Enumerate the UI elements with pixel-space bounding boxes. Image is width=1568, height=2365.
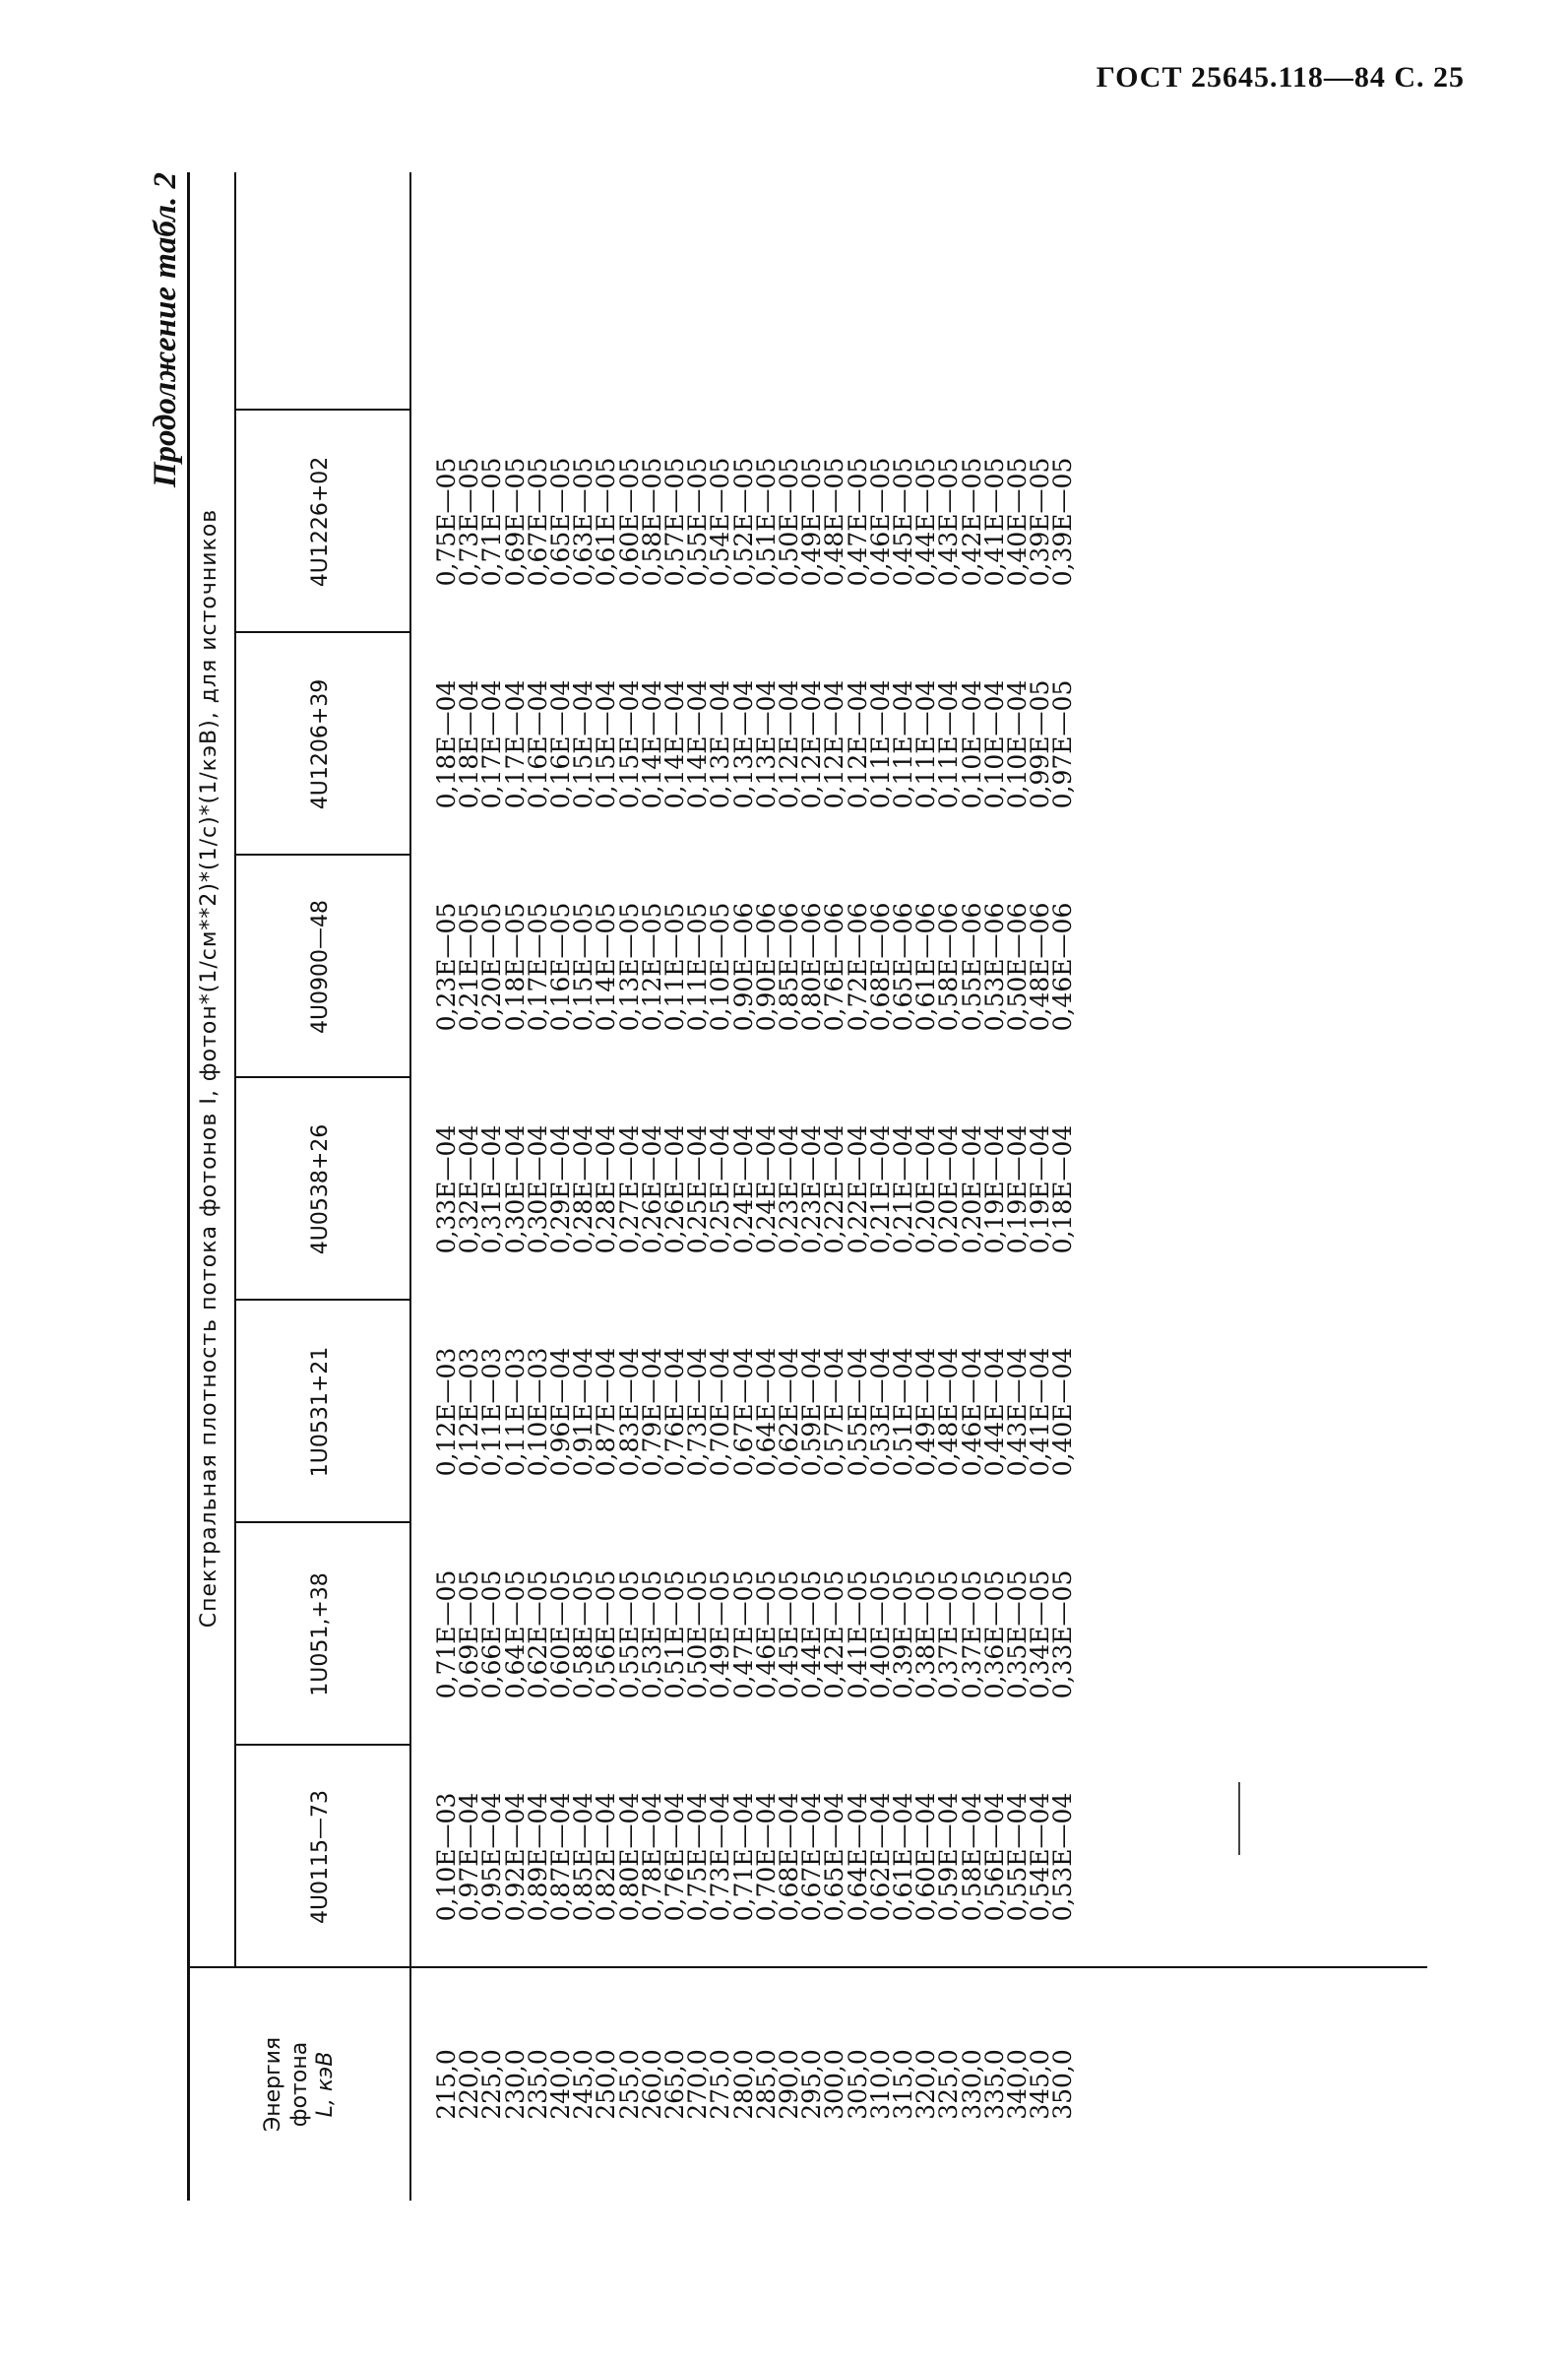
table-cell: 0,61E—04 <box>889 1792 918 1922</box>
table-cell: 0,43E—04 <box>1003 1347 1033 1477</box>
table-cell: 0,10E—04 <box>979 679 1009 809</box>
data-column-1u051 <box>432 1523 1078 1746</box>
table-cell: 0,31E—04 <box>477 1124 507 1254</box>
table-cell: 0,16E—05 <box>546 902 576 1032</box>
table-cell: 305,0 <box>843 2049 872 2120</box>
data-column-4u0900 <box>432 856 1078 1078</box>
table-cell: 0,58E—06 <box>934 902 964 1032</box>
table-cell: 0,54E—05 <box>706 457 735 587</box>
table-cell: 0,37E—05 <box>934 1569 964 1699</box>
table-cell: 250,0 <box>592 2049 621 2120</box>
table-cell: 0,36E—05 <box>979 1569 1009 1699</box>
table-cell: 0,46E—05 <box>751 1569 781 1699</box>
column-header-4u1206: 4U1206+39 <box>308 678 333 810</box>
table-cell: 0,59E—04 <box>934 1792 964 1922</box>
table-cell: 240,0 <box>546 2049 576 2120</box>
table-cell: 0,52E—05 <box>728 457 758 587</box>
data-column-4u0538 <box>432 1078 1078 1301</box>
table-cell: 0,85E—06 <box>775 902 804 1032</box>
table-cell: 335,0 <box>979 2049 1009 2120</box>
table-cell: 0,60E—05 <box>614 457 644 587</box>
table-cell: 0,22E—04 <box>843 1124 872 1254</box>
data-column-4u1206 <box>432 633 1078 856</box>
table-cell: 0,87E—04 <box>546 1792 576 1922</box>
table-cell: 0,89E—04 <box>523 1792 552 1922</box>
caption-rule <box>234 172 236 1968</box>
table-cell: 0,45E—05 <box>889 457 918 587</box>
table-cell: 0,67E—04 <box>728 1347 758 1477</box>
table-cell: 0,56E—04 <box>979 1792 1009 1922</box>
table-cell: 0,39E—05 <box>1026 457 1055 587</box>
table-cell: 225,0 <box>477 2049 507 2120</box>
table-cell: 0,68E—06 <box>865 902 895 1032</box>
table-cell: 0,16E—04 <box>523 679 552 809</box>
table-cell: 0,47E—05 <box>728 1569 758 1699</box>
table-cell: 0,90E—06 <box>728 902 758 1032</box>
table-cell: 0,18E—05 <box>500 902 530 1032</box>
table-cell: 0,50E—05 <box>775 457 804 587</box>
table-cell: 0,11E—05 <box>660 902 690 1032</box>
table-cell: 0,85E—04 <box>569 1792 598 1922</box>
table-cell: 0,54E—04 <box>1026 1792 1055 1922</box>
table-cell: 0,26E—04 <box>637 1124 666 1254</box>
table-cell: 0,43E—05 <box>934 457 964 587</box>
table-cell: 0,28E—04 <box>569 1124 598 1254</box>
table-cell: 0,42E—05 <box>957 457 986 587</box>
table-cell: 345,0 <box>1026 2049 1055 2120</box>
table-cell: 0,91E—04 <box>569 1347 598 1477</box>
table-cell: 0,14E—04 <box>637 679 666 809</box>
table-cell: 0,64E—05 <box>500 1569 530 1699</box>
table-cell: 0,21E—05 <box>455 902 484 1032</box>
energy-header <box>197 1968 404 2201</box>
table-cell: 0,95E—04 <box>477 1792 507 1922</box>
table-cell: 0,73E—04 <box>683 1347 713 1477</box>
table-cell: 0,39E—05 <box>1048 457 1078 587</box>
table-cell: 0,63E—05 <box>569 457 598 587</box>
table-cell: 0,35E—05 <box>1003 1569 1033 1699</box>
table-cell: 0,41E—05 <box>979 457 1009 587</box>
table-cell: 0,58E—05 <box>637 457 666 587</box>
table-cell: 330,0 <box>957 2049 986 2120</box>
table-cell: 0,37E—05 <box>957 1569 986 1699</box>
table-cell: 0,99E—05 <box>1026 679 1055 809</box>
table-cell: 0,48E—04 <box>934 1347 964 1477</box>
table-cell: 0,55E—05 <box>614 1569 644 1699</box>
table-cell: 0,53E—04 <box>1048 1792 1078 1922</box>
table-top-rule <box>187 172 190 2201</box>
table-cell: 295,0 <box>797 2049 827 2120</box>
table-cell: 0,45E—05 <box>775 1569 804 1699</box>
table-cell: 340,0 <box>1003 2049 1033 2120</box>
table-cell: 0,32E—04 <box>455 1124 484 1254</box>
table-cell: 0,27E—04 <box>614 1124 644 1254</box>
table-cell: 0,76E—04 <box>660 1792 690 1922</box>
table-cell: 0,10E—03 <box>432 1792 461 1922</box>
table-cell: 0,87E—04 <box>592 1347 621 1477</box>
table-cell: 0,97E—05 <box>1048 679 1078 809</box>
continuation-title: Продолжение табл. 2 <box>148 172 183 488</box>
table-cell: 0,12E—04 <box>797 679 827 809</box>
table-cell: 0,96E—04 <box>546 1347 576 1477</box>
table-cell: 0,12E—03 <box>432 1347 461 1477</box>
table-cell: 0,44E—05 <box>911 457 941 587</box>
table-cell: 0,16E—04 <box>546 679 576 809</box>
table-cell: 325,0 <box>934 2049 964 2120</box>
table-cell: 0,67E—04 <box>797 1792 827 1922</box>
table-cell: 0,21E—04 <box>865 1124 895 1254</box>
table-cell: 280,0 <box>728 2049 758 2120</box>
table-cell: 0,25E—04 <box>683 1124 713 1254</box>
table-cell: 0,10E—05 <box>706 902 735 1032</box>
column-header-4u0900: 4U0900—48 <box>308 899 333 1035</box>
table-cell: 0,12E—04 <box>775 679 804 809</box>
table-cell: 0,13E—04 <box>706 679 735 809</box>
table-cell: 0,51E—05 <box>751 457 781 587</box>
table-cell: 235,0 <box>523 2049 552 2120</box>
table-cell: 0,66E—05 <box>477 1569 507 1699</box>
table-cell: 0,15E—04 <box>614 679 644 809</box>
table-cell: 245,0 <box>569 2049 598 2120</box>
table-cell: 0,23E—05 <box>432 902 461 1032</box>
rotated-table <box>148 172 1427 2201</box>
table-cell: 0,64E—04 <box>751 1347 781 1477</box>
table-cell: 0,46E—05 <box>865 457 895 587</box>
table-cell: 0,23E—04 <box>797 1124 827 1254</box>
table-cell: 0,18E—04 <box>1048 1124 1078 1254</box>
table-cell: 0,44E—05 <box>797 1569 827 1699</box>
table-cell: 0,28E—04 <box>592 1124 621 1254</box>
table-cell: 0,47E—05 <box>843 457 872 587</box>
table-cell: 0,30E—04 <box>523 1124 552 1254</box>
table-cell: 0,65E—06 <box>889 902 918 1032</box>
table-cell: 0,80E—04 <box>614 1792 644 1922</box>
table-cell: 0,56E—05 <box>592 1569 621 1699</box>
table-cell: 0,71E—05 <box>477 457 507 587</box>
table-cell: 315,0 <box>889 2049 918 2120</box>
table-cell: 0,11E—05 <box>683 902 713 1032</box>
table-cell: 0,14E—05 <box>592 902 621 1032</box>
data-column-1u0531 <box>432 1301 1078 1523</box>
table-cell: 0,50E—06 <box>1003 902 1033 1032</box>
table-cell: 0,46E—04 <box>957 1347 986 1477</box>
table-cell: 0,65E—04 <box>820 1792 849 1922</box>
table-cell: 0,20E—04 <box>957 1124 986 1254</box>
table-cell: 0,61E—06 <box>911 902 941 1032</box>
table-cell: 0,82E—04 <box>592 1792 621 1922</box>
table-cell: 0,42E—05 <box>820 1569 849 1699</box>
table-cell: 0,90E—06 <box>751 902 781 1032</box>
table-cell: 0,49E—05 <box>797 457 827 587</box>
table-cell: 0,19E—04 <box>1026 1124 1055 1254</box>
table-cell: 0,13E—04 <box>728 679 758 809</box>
table-cell: 0,75E—04 <box>683 1792 713 1922</box>
table-cell: 0,12E—04 <box>843 679 872 809</box>
table-cell: 0,79E—04 <box>637 1347 666 1477</box>
table-cell: 0,78E—04 <box>637 1792 666 1922</box>
table-cell: 310,0 <box>865 2049 895 2120</box>
table-cell: 0,34E—05 <box>1026 1569 1055 1699</box>
table-cell: 0,57E—04 <box>820 1347 849 1477</box>
table-cell: 0,83E—04 <box>614 1347 644 1477</box>
table-cell: 0,92E—04 <box>500 1792 530 1922</box>
table-cell: 0,76E—04 <box>660 1347 690 1477</box>
table-cell: 0,10E—04 <box>1003 679 1033 809</box>
table-cell: 0,48E—06 <box>1026 902 1055 1032</box>
table-cell: 0,73E—05 <box>455 457 484 587</box>
table-cell: 0,60E—04 <box>911 1792 941 1922</box>
table-cell: 0,69E—05 <box>500 457 530 587</box>
table-cell: 255,0 <box>614 2049 644 2120</box>
table-cell: 0,55E—05 <box>683 457 713 587</box>
table-cell: 0,20E—05 <box>477 902 507 1032</box>
table-cell: 0,12E—04 <box>820 679 849 809</box>
column-header-4u0538: 4U0538+26 <box>308 1123 333 1255</box>
table-cell: 0,65E—05 <box>546 457 576 587</box>
table-cell: 0,19E—04 <box>1003 1124 1033 1254</box>
table-cell: 265,0 <box>660 2049 690 2120</box>
table-cell: 0,51E—04 <box>889 1347 918 1477</box>
table-cell: 0,70E—04 <box>751 1792 781 1922</box>
table-cell: 230,0 <box>500 2049 530 2120</box>
table-cell: 0,13E—04 <box>751 679 781 809</box>
column-header-1u051: 1U051,+38 <box>308 1572 333 1696</box>
table-cell: 270,0 <box>683 2049 713 2120</box>
table-cell: 0,61E—05 <box>592 457 621 587</box>
table-cell: 0,73E—04 <box>706 1792 735 1922</box>
table-cell: 0,33E—04 <box>432 1124 461 1254</box>
column-header-4u0115: 4U0115—73 <box>308 1789 333 1925</box>
data-column-4u0115 <box>432 1746 1078 1968</box>
energy-header-line2: фотона <box>286 2041 312 2128</box>
table-cell: 0,53E—05 <box>637 1569 666 1699</box>
margin-mark <box>1238 1782 1240 1855</box>
table-caption: Спектральная плотность потока фотонов I, фотон*(1/см**2)*(1/с)*(1/кэВ), для источников <box>197 508 221 1629</box>
table-cell: 0,59E—04 <box>797 1347 827 1477</box>
table-cell: 0,57E—05 <box>660 457 690 587</box>
table-cell: 0,68E—04 <box>775 1792 804 1922</box>
table-cell: 0,17E—04 <box>477 679 507 809</box>
table-cell: 0,64E—04 <box>843 1792 872 1922</box>
table-cell: 0,29E—04 <box>546 1124 576 1254</box>
table-cell: 0,71E—04 <box>728 1792 758 1922</box>
table-cell: 260,0 <box>637 2049 666 2120</box>
table-cell: 0,15E—05 <box>569 902 598 1032</box>
table-cell: 0,55E—06 <box>957 902 986 1032</box>
table-cell: 0,23E—04 <box>775 1124 804 1254</box>
table-cell: 0,10E—03 <box>523 1347 552 1477</box>
table-cell: 0,12E—03 <box>455 1347 484 1477</box>
table-cell: 0,53E—04 <box>865 1347 895 1477</box>
energy-header-line3: L, кэВ <box>313 2051 339 2118</box>
table-cell: 0,11E—04 <box>889 679 918 809</box>
table-cell: 0,24E—04 <box>751 1124 781 1254</box>
table-cell: 0,46E—06 <box>1048 902 1078 1032</box>
table-cell: 0,38E—05 <box>911 1569 941 1699</box>
table-cell: 0,97E—04 <box>455 1792 484 1922</box>
table-cell: 0,11E—04 <box>911 679 941 809</box>
table-cell: 0,55E—04 <box>843 1347 872 1477</box>
energy-column <box>432 1968 1078 2201</box>
table-cell: 0,40E—04 <box>1048 1347 1078 1477</box>
table-cell: 0,62E—04 <box>865 1792 895 1922</box>
table-cell: 0,41E—05 <box>843 1569 872 1699</box>
table-cell: 0,40E—05 <box>1003 457 1033 587</box>
table-cell: 300,0 <box>820 2049 849 2120</box>
table-cell: 0,10E—04 <box>957 679 986 809</box>
table-cell: 0,51E—05 <box>660 1569 690 1699</box>
table-cell: 0,22E—04 <box>820 1124 849 1254</box>
table-cell: 0,11E—03 <box>500 1347 530 1477</box>
header-rule <box>409 172 411 2201</box>
table-cell: 0,70E—04 <box>706 1347 735 1477</box>
table-cell: 0,18E—04 <box>432 679 461 809</box>
data-column-4u1226 <box>432 411 1078 633</box>
table-cell: 0,18E—04 <box>455 679 484 809</box>
table-cell: 0,26E—04 <box>660 1124 690 1254</box>
table-cell: 0,71E—05 <box>432 1569 461 1699</box>
table-cell: 0,60E—05 <box>546 1569 576 1699</box>
table-cell: 0,24E—04 <box>728 1124 758 1254</box>
table-cell: 0,13E—05 <box>614 902 644 1032</box>
table-cell: 0,25E—04 <box>706 1124 735 1254</box>
table-cell: 0,17E—04 <box>500 679 530 809</box>
table-cell: 0,75E—05 <box>432 457 461 587</box>
column-header-4u1226: 4U1226+02 <box>308 456 333 588</box>
table-cell: 0,20E—04 <box>911 1124 941 1254</box>
table-cell: 275,0 <box>706 2049 735 2120</box>
table-cell: 0,14E—04 <box>660 679 690 809</box>
column-header-1u0531: 1U0531+21 <box>308 1346 333 1478</box>
table-cell: 0,50E—05 <box>683 1569 713 1699</box>
table-cell: 0,62E—04 <box>775 1347 804 1477</box>
table-cell: 0,80E—06 <box>797 902 827 1032</box>
table-cell: 220,0 <box>455 2049 484 2120</box>
table-cell: 0,30E—04 <box>500 1124 530 1254</box>
table-cell: 320,0 <box>911 2049 941 2120</box>
table-cell: 350,0 <box>1048 2049 1078 2120</box>
table-cell: 0,40E—05 <box>865 1569 895 1699</box>
table-cell: 0,20E—04 <box>934 1124 964 1254</box>
table-cell: 0,11E—04 <box>865 679 895 809</box>
table-cell: 0,49E—04 <box>911 1347 941 1477</box>
table-cell: 285,0 <box>751 2049 781 2120</box>
table-cell: 0,11E—03 <box>477 1347 507 1477</box>
table-cell: 0,17E—05 <box>523 902 552 1032</box>
table-cell: 290,0 <box>775 2049 804 2120</box>
table-cell: 0,76E—06 <box>820 902 849 1032</box>
table-cell: 0,14E—04 <box>683 679 713 809</box>
table-cell: 0,15E—04 <box>569 679 598 809</box>
table-cell: 0,55E—04 <box>1003 1792 1033 1922</box>
table-cell: 0,44E—04 <box>979 1347 1009 1477</box>
table-cell: 0,33E—05 <box>1048 1569 1078 1699</box>
table-cell: 0,58E—05 <box>569 1569 598 1699</box>
table-cell: 0,48E—05 <box>820 457 849 587</box>
table-cell: 0,67E—05 <box>523 457 552 587</box>
table-cell: 215,0 <box>432 2049 461 2120</box>
table-cell: 0,53E—06 <box>979 902 1009 1032</box>
table-cell: 0,39E—05 <box>889 1569 918 1699</box>
table-cell: 0,49E—05 <box>706 1569 735 1699</box>
page-header: ГОСТ 25645.118—84 С. 25 <box>1096 61 1465 94</box>
table-cell: 0,72E—06 <box>843 902 872 1032</box>
table-cell: 0,12E—05 <box>637 902 666 1032</box>
table-cell: 0,21E—04 <box>889 1124 918 1254</box>
energy-header-line1: Энергия <box>261 2036 286 2133</box>
table-cell: 0,15E—04 <box>592 679 621 809</box>
table-cell: 0,62E—05 <box>523 1569 552 1699</box>
table-cell: 0,69E—05 <box>455 1569 484 1699</box>
table-cell: 0,11E—04 <box>934 679 964 809</box>
table-cell: 0,19E—04 <box>979 1124 1009 1254</box>
table-cell: 0,41E—04 <box>1026 1347 1055 1477</box>
table-cell: 0,58E—04 <box>957 1792 986 1922</box>
